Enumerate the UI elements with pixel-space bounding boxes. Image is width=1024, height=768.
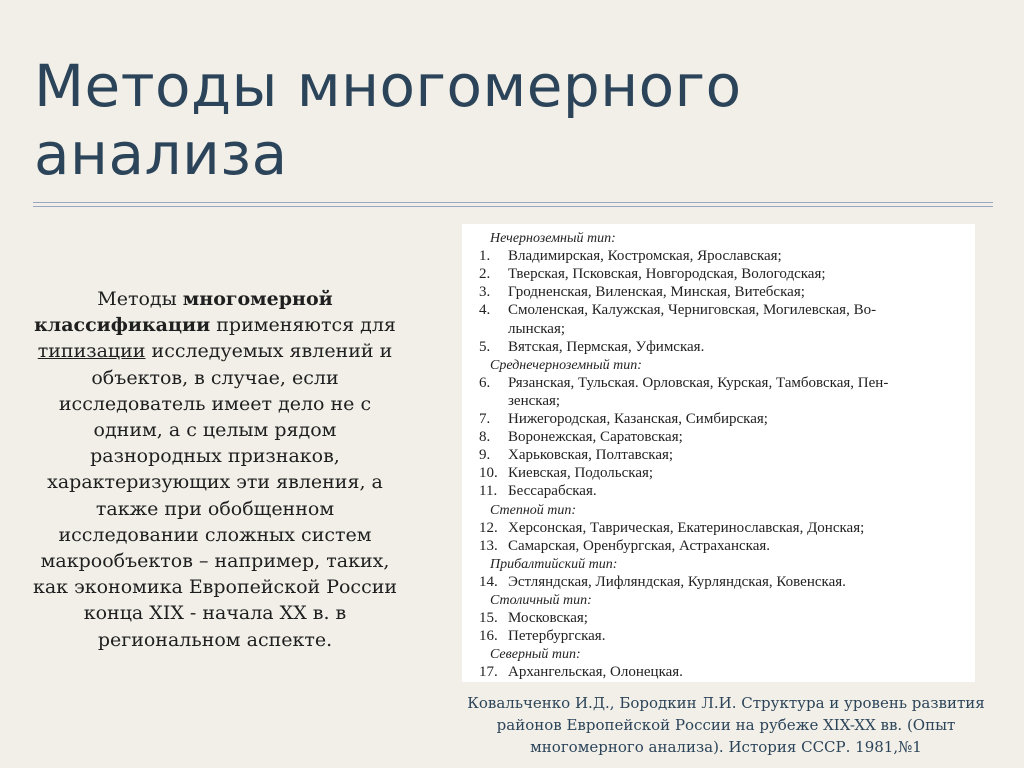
region-type-heading: Степной тип: [490,502,577,518]
list-item-text: Эстляндская, Лифляндская, Курляндская, Ковенская. [508,573,846,590]
body-term: многомерной классификации [34,288,333,337]
body-underlined-term: типизации [37,340,146,363]
page-title [34,52,994,188]
list-item-number: 8. [479,429,491,446]
region-type-heading: Северный тип: [490,647,581,663]
region-type-heading: Столичный тип: [490,593,592,608]
list-item-continuation: лынская; [508,320,566,337]
list-item-text: Московская; [508,610,588,627]
title-line-1: Методы многомерного [34,52,742,120]
body-paragraph [30,286,400,653]
list-item-number: 10. [479,465,498,482]
caption-line-1: Ковальченко И.Д., Бородкин Л.И. Структура и уровень развития [467,694,985,712]
body-after-term: применяются для [210,314,396,337]
list-item-number: 7. [479,411,491,427]
list-item-text: Херсонская, Таврическая, Екатеринославская, Донская; [508,519,865,536]
caption-line-2: районов Европейской России на рубеже XIX-XX вв. (Опыт [496,716,956,734]
list-item-text: Воронежская, Саратовская; [508,429,683,446]
body-lead: Методы [97,288,183,310]
list-item-text: Киевская, Подольская; [508,465,654,482]
list-item-number: 17. [479,664,498,681]
region-type-heading: Прибалтийский тип: [490,556,618,572]
list-item-number: 4. [479,302,491,319]
list-item-text: Харьковская, Полтавская; [508,447,674,464]
list-item-number: 1. [479,248,491,265]
list-item-text: Бессарабская. [508,483,597,500]
list-item-text: Самарская, Оренбургская, Астраханская. [508,537,771,554]
list-item-text: Архангельская, Олонецкая. [508,664,683,681]
title-divider-bottom [33,206,993,207]
source-caption [436,692,1016,758]
list-item-text: Тверская, Псковская, Новгородская, Вологодская; [508,266,826,283]
list-item-text: Вятская, Пермская, Уфимская. [508,338,705,355]
list-item-text: Нижегородская, Казанская, Симбирская; [508,411,768,427]
list-item-continuation: зенская; [508,392,561,409]
list-item-number: 5. [479,338,491,355]
list-item-number: 9. [479,447,491,464]
body-rest: исследуемых явлений и объектов, в случае, если исследователь имеет дело не с одним, а с целым рядом разнородных признаков, характеризующих эти явления, а также при обобщенном исследовании сложных систем макрообъектов – например, таких, как экономика Европейской России конца XIX - начала XX в. в региональном аспекте. [32,340,398,651]
list-item-number: 12. [479,519,498,536]
list-item-number: 14. [479,573,498,590]
list-item-number: 3. [479,284,491,301]
list-item-number: 2. [479,266,491,283]
list-item-text: Смоленская, Калужская, Черниговская, Могилевская, Во- [508,302,877,319]
title-line-2: анализа [34,120,288,188]
list-item-text: Петербургская. [508,628,606,645]
region-type-heading: Нечерноземный тип: [490,231,616,246]
scanned-table-image [462,224,975,682]
list-item-number: 13. [479,537,498,554]
list-item-text: Владимирская, Костромская, Ярославская; [508,248,782,265]
title-divider-top [33,202,993,203]
list-item-text: Рязанская, Тульская. Орловская, Курская, Тамбовская, Пен- [508,374,889,391]
list-item-text: Гродненская, Виленская, Минская, Витебская; [508,284,805,301]
list-item-number: 6. [479,374,491,391]
list-item-number: 11. [479,483,498,500]
caption-line-3: многомерного анализа). История СССР. 1981,№1 [530,738,922,756]
region-type-heading: Среднечерноземный тип: [490,357,642,373]
list-item-number: 16. [479,628,498,645]
list-item-number: 15. [479,610,498,627]
